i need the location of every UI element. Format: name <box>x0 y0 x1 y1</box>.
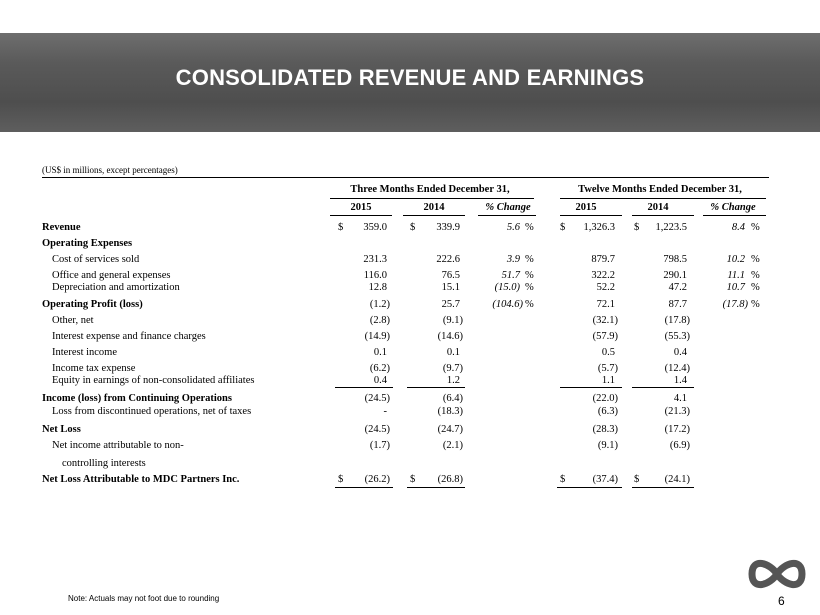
three-months-header-rule <box>330 198 534 199</box>
row-label-office: Office and general expenses <box>52 270 171 281</box>
value-q2014: 76.5 <box>441 270 460 281</box>
value-q2015: (1.7) <box>369 440 390 451</box>
col-header-y-change: % Change <box>710 202 756 213</box>
row-label-cost: Cost of services sold <box>52 254 140 265</box>
value-q2015: 231.3 <box>363 254 387 265</box>
percent-sign: % <box>751 282 760 293</box>
value-q2015: (14.9) <box>364 331 390 342</box>
row-label-net-loss: Net Loss <box>42 424 81 435</box>
period-header-twelve-months: Twelve Months Ended December 31, <box>578 184 742 195</box>
value-y2014: (24.1) <box>664 474 690 485</box>
value-y2014: 87.7 <box>668 299 687 310</box>
row-label-operating-expenses: Operating Expenses <box>42 238 133 249</box>
value-y2014: (55.3) <box>664 331 690 342</box>
value-y2014: 1,223.5 <box>655 222 687 233</box>
dollar-sign: $ <box>410 474 416 485</box>
row-label-continuing-ops: Income (loss) from Continuing Operations <box>42 393 232 404</box>
twelve-months-header-rule <box>560 198 766 199</box>
page-title: CONSOLIDATED REVENUE AND EARNINGS <box>175 65 645 90</box>
percent-sign: % <box>751 299 760 310</box>
value-y2015: (37.4) <box>592 474 618 485</box>
value-y2014: 47.2 <box>668 282 687 293</box>
dollar-sign: $ <box>560 222 566 233</box>
col-header-q2014: 2014 <box>423 202 445 213</box>
header-rule <box>703 215 766 216</box>
value-y2015: 1,326.3 <box>583 222 615 233</box>
row-label-net-loss-mdc: Net Loss Attributable to MDC Partners Inc. <box>42 474 240 485</box>
page-number: 6 <box>778 594 785 608</box>
dollar-sign: $ <box>338 474 344 485</box>
row-label-nci-continued: controlling interests <box>62 458 146 469</box>
value-q2014: (2.1) <box>442 440 463 451</box>
dollar-sign: $ <box>560 474 566 485</box>
value-y2015: 879.7 <box>591 254 615 265</box>
units-note: (US$ in millions, except percentages) <box>42 165 178 175</box>
value-y-change: 8.4 <box>731 222 745 233</box>
value-y2015: (6.3) <box>597 406 618 417</box>
value-y2014: (21.3) <box>664 406 690 417</box>
title-banner <box>0 33 820 132</box>
col-header-q-change: % Change <box>485 202 531 213</box>
dollar-sign: $ <box>338 222 344 233</box>
value-q2015: - <box>383 406 387 417</box>
value-q2014: 339.9 <box>436 222 460 233</box>
value-q2014: 1.2 <box>446 375 460 386</box>
value-q2015: 0.4 <box>373 375 387 386</box>
value-q2014: (9.7) <box>442 363 463 374</box>
value-q2015: (2.8) <box>369 315 390 326</box>
value-y2015: 0.5 <box>601 347 615 358</box>
value-q2014: 25.7 <box>441 299 460 310</box>
header-rule <box>330 215 392 216</box>
subtotal-rule <box>632 387 694 388</box>
total-rule <box>557 487 622 488</box>
col-header-y2014: 2014 <box>647 202 669 213</box>
dollar-sign: $ <box>634 474 640 485</box>
period-header-three-months: Three Months Ended December 31, <box>350 184 510 195</box>
value-q2014: (26.8) <box>437 474 463 485</box>
value-q2014: (14.6) <box>437 331 463 342</box>
value-q2014: (18.3) <box>437 406 463 417</box>
value-q2015: 359.0 <box>363 222 387 233</box>
value-y2014: 1.4 <box>673 375 687 386</box>
value-y2014: 290.1 <box>663 270 687 281</box>
value-y2014: (17.8) <box>664 315 690 326</box>
footnote: Note: Actuals may not foot due to rounding <box>68 594 220 603</box>
percent-sign: % <box>525 222 534 233</box>
value-y-change: 10.2 <box>726 254 745 265</box>
value-q2015: (24.5) <box>364 393 390 404</box>
percent-sign: % <box>751 270 760 281</box>
subtotal-rule <box>560 387 622 388</box>
row-label-income-tax: Income tax expense <box>52 363 136 374</box>
value-q-change: 5.6 <box>506 222 520 233</box>
value-q2014: 222.6 <box>436 254 460 265</box>
value-q-change: (104.6) <box>492 299 523 310</box>
row-label-depreciation: Depreciation and amortization <box>52 282 180 293</box>
value-y2014: (17.2) <box>664 424 690 435</box>
value-y2015: 1.1 <box>601 375 615 386</box>
value-y-change: (17.8) <box>722 299 748 310</box>
value-q2014: (24.7) <box>437 424 463 435</box>
subtotal-rule <box>335 387 393 388</box>
header-rule <box>632 215 694 216</box>
value-q-change: 51.7 <box>501 270 520 281</box>
value-q2015: (26.2) <box>364 474 390 485</box>
value-q2015: 116.0 <box>363 270 387 281</box>
header-rule <box>560 215 622 216</box>
percent-sign: % <box>525 254 534 265</box>
value-y2015: (28.3) <box>592 424 618 435</box>
value-y2015: (9.1) <box>597 440 618 451</box>
total-rule <box>632 487 694 488</box>
col-header-q2015: 2015 <box>350 202 372 213</box>
value-q2014: (9.1) <box>442 315 463 326</box>
value-y2015: 52.2 <box>596 282 615 293</box>
percent-sign: % <box>525 282 534 293</box>
row-label-nci: Net income attributable to non- <box>52 440 184 451</box>
subtotal-rule <box>407 387 465 388</box>
value-y2014: 0.4 <box>673 347 687 358</box>
value-y2014: (12.4) <box>664 363 690 374</box>
value-y2015: (57.9) <box>592 331 618 342</box>
value-y2014: 4.1 <box>673 393 687 404</box>
infinity-logo-icon <box>746 553 808 595</box>
value-y2015: 322.2 <box>591 270 615 281</box>
percent-sign: % <box>525 299 534 310</box>
value-y2015: (22.0) <box>592 393 618 404</box>
value-y2015: (5.7) <box>597 363 618 374</box>
row-label-interest-income: Interest income <box>52 347 118 358</box>
row-label-revenue: Revenue <box>42 222 81 233</box>
row-label-operating-profit: Operating Profit (loss) <box>42 299 143 310</box>
row-label-discontinued-ops: Loss from discontinued operations, net of taxes <box>52 406 252 417</box>
header-rule <box>403 215 465 216</box>
value-y2014: 798.5 <box>663 254 687 265</box>
row-label-interest-expense: Interest expense and finance charges <box>52 331 206 342</box>
percent-sign: % <box>525 270 534 281</box>
value-y-change: 11.1 <box>727 270 745 281</box>
table-top-rule <box>42 177 769 178</box>
value-q2014: 0.1 <box>446 347 460 358</box>
dollar-sign: $ <box>634 222 640 233</box>
value-y2015: (32.1) <box>592 315 618 326</box>
value-y2014: (6.9) <box>669 440 690 451</box>
header-rule <box>478 215 536 216</box>
value-q2015: 0.1 <box>373 347 387 358</box>
percent-sign: % <box>751 222 760 233</box>
value-q2015: 12.8 <box>368 282 387 293</box>
value-q-change: (15.0) <box>494 282 520 293</box>
col-header-y2015: 2015 <box>575 202 597 213</box>
value-q2015: (6.2) <box>369 363 390 374</box>
value-q2014: (6.4) <box>442 393 463 404</box>
value-q2015: (1.2) <box>369 299 390 310</box>
dollar-sign: $ <box>410 222 416 233</box>
value-q-change: 3.9 <box>506 254 520 265</box>
value-q2014: 15.1 <box>441 282 460 293</box>
percent-sign: % <box>751 254 760 265</box>
value-y2015: 72.1 <box>596 299 615 310</box>
value-q2015: (24.5) <box>364 424 390 435</box>
row-label-other: Other, net <box>52 315 94 326</box>
row-label-equity: Equity in earnings of non-consolidated affiliates <box>52 375 255 386</box>
total-rule <box>407 487 465 488</box>
total-rule <box>335 487 393 488</box>
value-y-change: 10.7 <box>726 282 745 293</box>
